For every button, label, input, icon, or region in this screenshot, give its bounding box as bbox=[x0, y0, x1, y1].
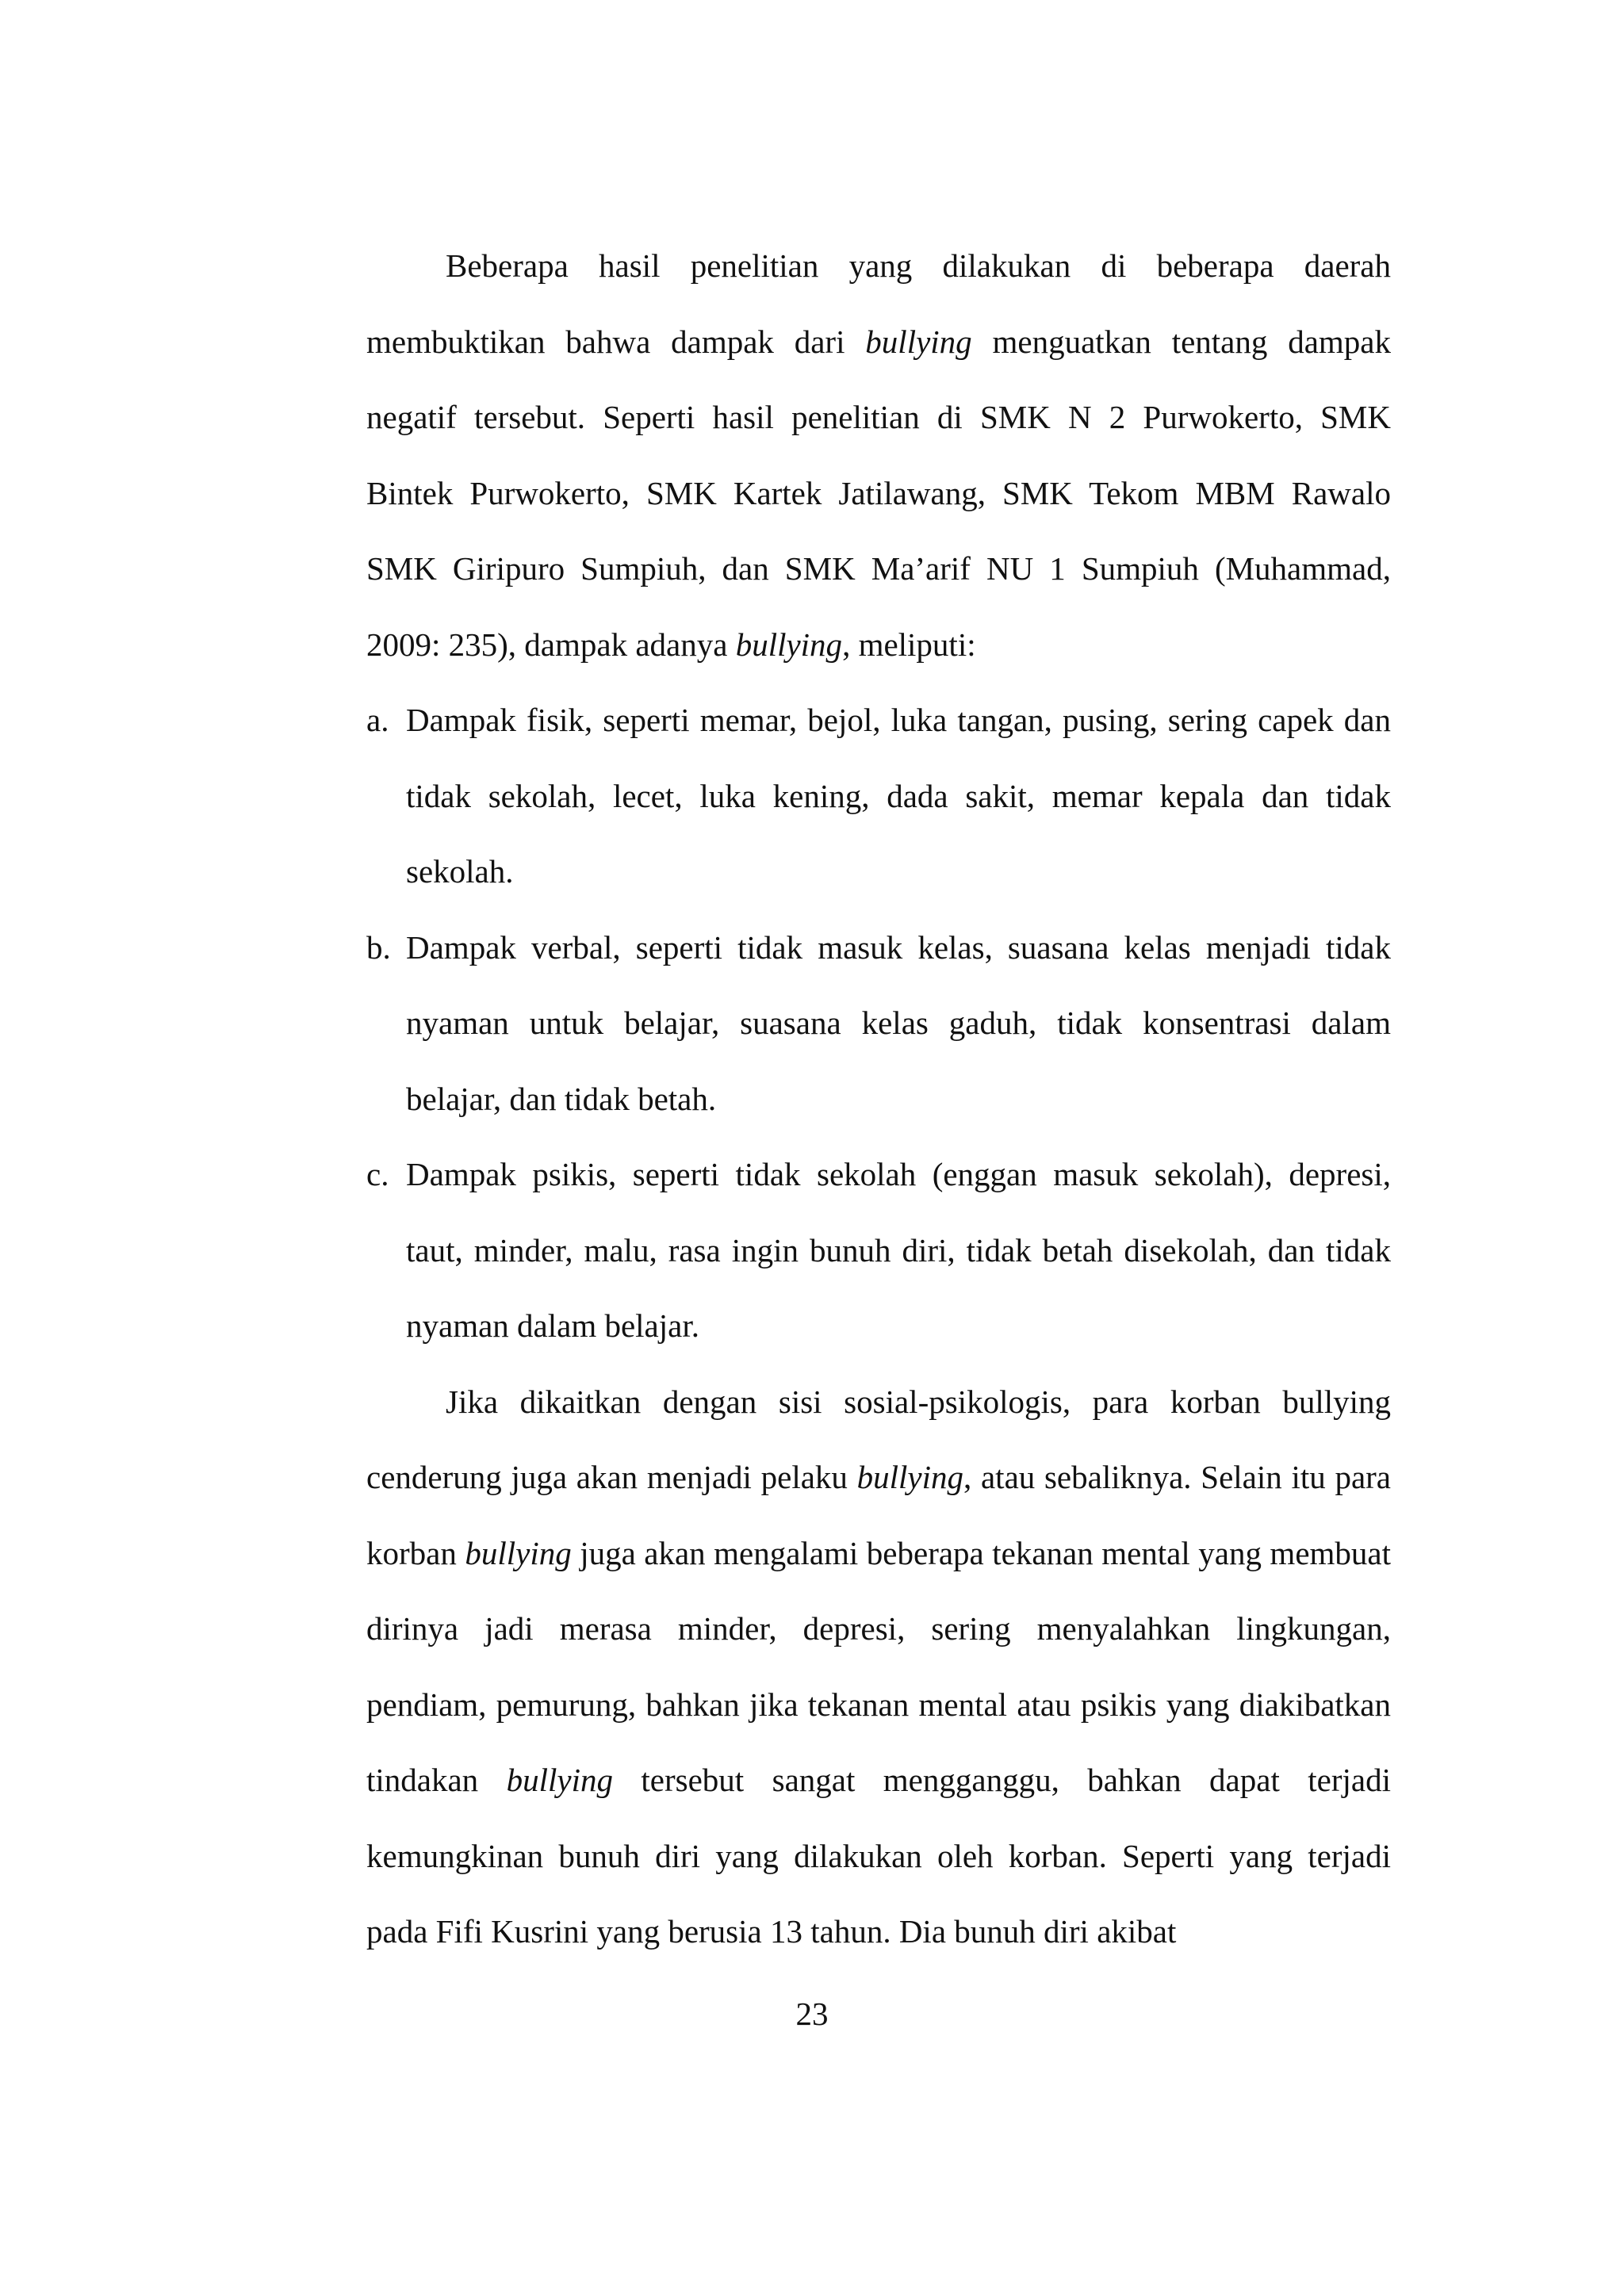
text-span: Beberapa hasil penelitian yang dilakukan di beberapa daerah membuktikan bahwa dampak dari bbox=[366, 247, 1391, 360]
italic-term: bullying bbox=[865, 323, 972, 360]
list-item-text: Dampak verbal, seperti tidak masuk kelas, suasana kelas menjadi tidak nyaman untuk belajar, suasana kelas gaduh, tidak konsentrasi dalam belajar, dan tidak betah. bbox=[406, 928, 1391, 1117]
list-item bbox=[366, 683, 1391, 910]
text-span: , atau sebaliknya. Selain itu para korban bbox=[366, 1459, 1391, 1571]
text-span: , meliputi: bbox=[842, 626, 976, 663]
impact-list bbox=[366, 683, 1391, 1364]
text-span: juga akan mengalami beberapa tekanan mental yang membuat dirinya jadi merasa minder, depresi, sering menyalahkan lingkungan, pendiam, pemurung, bahkan jika tekanan mental atau psikis yang diakibatkan tindakan bbox=[366, 1534, 1391, 1798]
text-span: menguatkan tentang dampak negatif tersebut. Seperti hasil penelitian di SMK N 2 Purwokerto, SMK Bintek Purwokerto, SMK Kartek Jatilawang, SMK Tekom MBM Rawalo SMK Giripuro Sumpiuh, dan SMK Ma’arif NU 1 Sumpiuh (Muhammad, 2009: 235), dampak adanya bbox=[366, 323, 1391, 663]
list-marker: c. bbox=[366, 1156, 389, 1192]
paragraph bbox=[366, 1364, 1391, 1970]
italic-term: bullying bbox=[856, 1459, 964, 1495]
italic-term: bullying bbox=[735, 626, 843, 663]
list-marker: a. bbox=[366, 702, 389, 738]
list-marker: b. bbox=[366, 928, 391, 966]
text-span: Jika dikaitkan dengan sisi sosial-psikologis, para korban bullying cenderung juga akan menjadi pelaku bbox=[366, 1383, 1391, 1495]
body-text bbox=[366, 228, 1391, 1970]
italic-term: bullying bbox=[506, 1762, 613, 1798]
list-item bbox=[366, 910, 1391, 1138]
list-item bbox=[366, 1137, 1391, 1364]
list-item-text: Dampak fisik, seperti memar, bejol, luka tangan, pusing, sering capek dan tidak sekolah, lecet, luka kening, dada sakit, memar kepala dan tidak sekolah. bbox=[406, 702, 1391, 890]
page-number: 23 bbox=[795, 1996, 829, 2032]
italic-term: bullying bbox=[465, 1534, 572, 1571]
list-item-text: Dampak psikis, seperti tidak sekolah (enggan masuk sekolah), depresi, taut, minder, malu, rasa ingin bunuh diri, tidak betah disekolah, dan tidak nyaman dalam belajar. bbox=[406, 1156, 1391, 1344]
text-span: tersebut sangat mengganggu, bahkan dapat terjadi kemungkinan bunuh diri yang dilakukan oleh korban. Seperti yang terjadi pada Fifi Kusrini yang berusia 13 tahun. Dia bunuh diri akibat bbox=[366, 1762, 1391, 1950]
paragraph bbox=[366, 228, 1391, 683]
